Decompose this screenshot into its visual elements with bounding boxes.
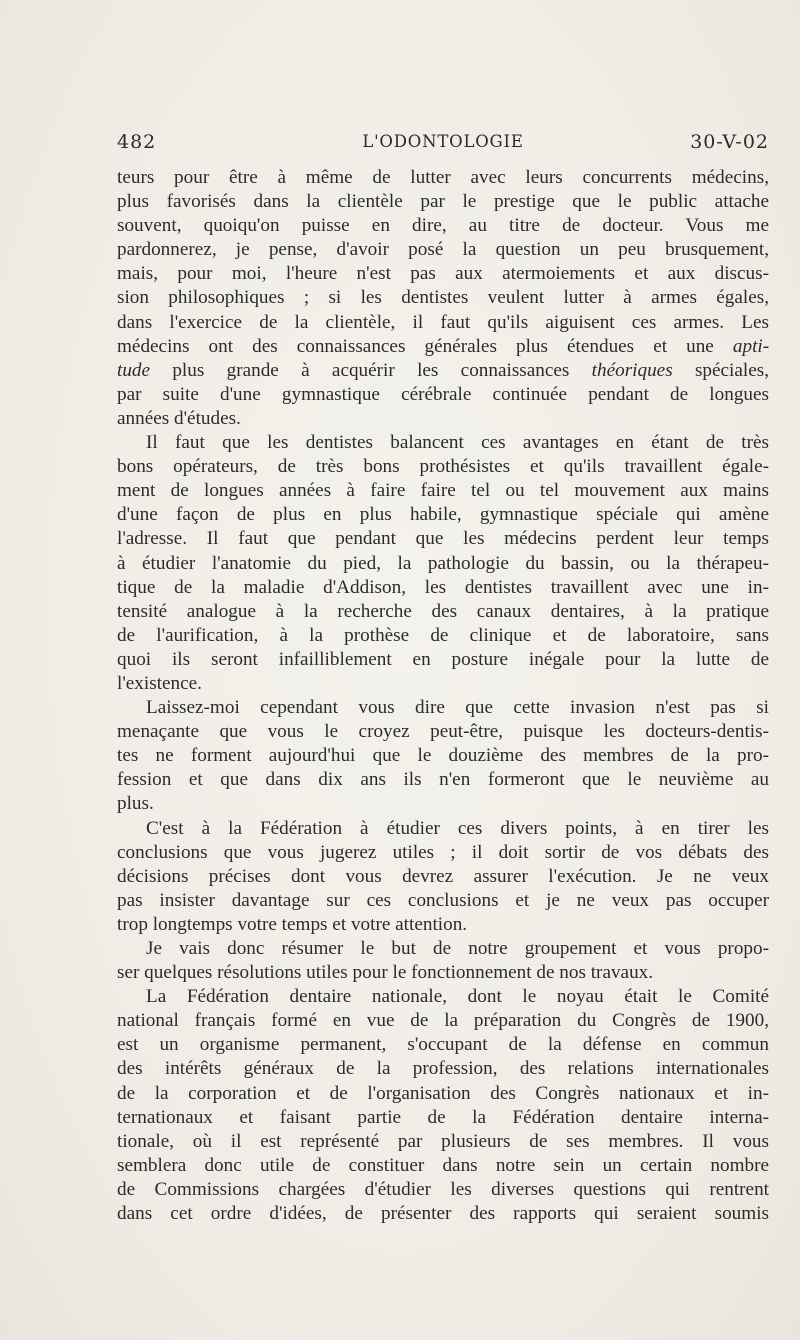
- issue-date: 30-V-02: [690, 131, 769, 153]
- text-line: dans l'exercice de la clientèle, il faut qu'ils aiguisent ces armes. Les: [117, 311, 769, 333]
- paragraph-start-line: La Fédération dentaire nationale, dont le noyau était le Comité: [146, 986, 769, 1008]
- text-line: tes ne forment aujourd'hui que le douzième des membres de la pro-: [117, 745, 769, 767]
- text-line: l'adresse. Il faut que pendant que les médecins perdent leur temps: [117, 528, 769, 550]
- text-line: pardonnerez, je pense, d'avoir posé la question un peu brusquement,: [117, 239, 769, 261]
- text-line: de l'aurification, à la prothèse de clinique et de laboratoire, sans: [117, 624, 769, 646]
- text-line: décisions précises dont vous devrez assurer l'exécution. Je ne veux: [117, 865, 769, 887]
- text-line: bons opérateurs, de très bons prothésistes et qu'ils travaillent égale-: [117, 456, 769, 478]
- text-line: à étudier l'anatomie du pied, la pathologie du bassin, ou la thérapeu-: [117, 552, 769, 574]
- text-line: de la corporation et de l'organisation des Congrès nationaux et in-: [117, 1082, 769, 1104]
- paragraph-start-line: C'est à la Fédération à étudier ces divers points, à en tirer les: [146, 817, 769, 839]
- paragraph-start-line: Laissez-moi cependant vous dire que cette invasion n'est pas si: [146, 697, 769, 719]
- text-line: menaçante que vous le croyez peut-être, puisque les docteurs-dentis-: [117, 721, 769, 743]
- text-line: plus favorisés dans la clientèle par le prestige que le public attache: [117, 191, 769, 213]
- text-line: tique de la maladie d'Addison, les dentistes travaillent avec une in-: [117, 576, 769, 598]
- text-line: des intérêts généraux de la profession, des relations internationales: [117, 1058, 769, 1080]
- text-line: tionale, où il est représenté par plusieurs de ses membres. Il vous: [117, 1130, 769, 1152]
- text-line: conclusions que vous jugerez utiles ; il doit sortir de vos débats des: [117, 841, 769, 863]
- text-line: sion philosophiques ; si les dentistes veulent lutter à armes égales,: [117, 287, 769, 309]
- paragraph-end-line: trop longtemps votre temps et votre attention.: [117, 913, 468, 935]
- text-line: mais, pour moi, l'heure n'est pas aux atermoiements et aux discus-: [117, 263, 769, 285]
- text-line: quoi ils seront infailliblement en posture inégale pour la lutte de: [117, 648, 769, 670]
- paragraph-end-line: l'existence.: [117, 672, 202, 694]
- text-line: tensité analogue à la recherche des canaux dentaires, à la pratique: [117, 600, 769, 622]
- text-line: teurs pour être à même de lutter avec leurs concurrents médecins,: [117, 167, 769, 188]
- paragraph-start-line: Je vais donc résumer le but de notre groupement et vous propo-: [146, 938, 769, 959]
- text-line: est un organisme permanent, s'occupant de la défense en commun: [117, 1034, 769, 1056]
- text-line: dans cet ordre d'idées, de présenter des rapports qui seraient soumis: [117, 1203, 769, 1225]
- text-line: fession et que dans dix ans ils n'en formeront que le neuvième au: [117, 769, 769, 791]
- paragraph-start-line: Il faut que les dentistes balancent ces avantages en étant de très: [146, 432, 769, 454]
- page-number: 482: [117, 131, 157, 153]
- text-line: de Commissions chargées d'étudier les diverses questions qui rentrent: [117, 1178, 769, 1200]
- text-line: médecins ont des connaissances générales plus étendues et une apti-: [117, 335, 769, 357]
- paragraph-end-line: plus.: [117, 793, 154, 815]
- text-line: tude plus grande à acquérir les connaissances théoriques spéciales,: [117, 359, 769, 381]
- text-line: semblera donc utile de constituer dans notre sein un certain nombre: [117, 1154, 769, 1176]
- text-line: pas insister davantage sur ces conclusions et je ne veux pas occuper: [117, 889, 769, 911]
- text-line: par suite d'une gymnastique cérébrale continuée pendant de longues: [117, 383, 769, 405]
- text-line: national français formé en vue de la préparation du Congrès de 1900,: [117, 1010, 769, 1032]
- paragraph-end-line: ser quelques résolutions utiles pour le fonctionnement de nos travaux.: [117, 962, 654, 984]
- text-line: souvent, quoiqu'on puisse en dire, au titre de docteur. Vous me: [117, 215, 769, 237]
- journal-title: L'ODONTOLOGIE: [362, 132, 524, 151]
- paragraph-end-line: années d'études.: [117, 407, 241, 429]
- page-header: [117, 131, 769, 157]
- text-line: d'une façon de plus en plus habile, gymnastique spéciale qui amène: [117, 504, 769, 526]
- text-line: ternationaux et faisant partie de la Fédération dentaire interna-: [117, 1106, 769, 1128]
- body-text: [117, 166, 769, 1226]
- text-line: ment de longues années à faire faire tel ou tel mouvement aux mains: [117, 480, 769, 502]
